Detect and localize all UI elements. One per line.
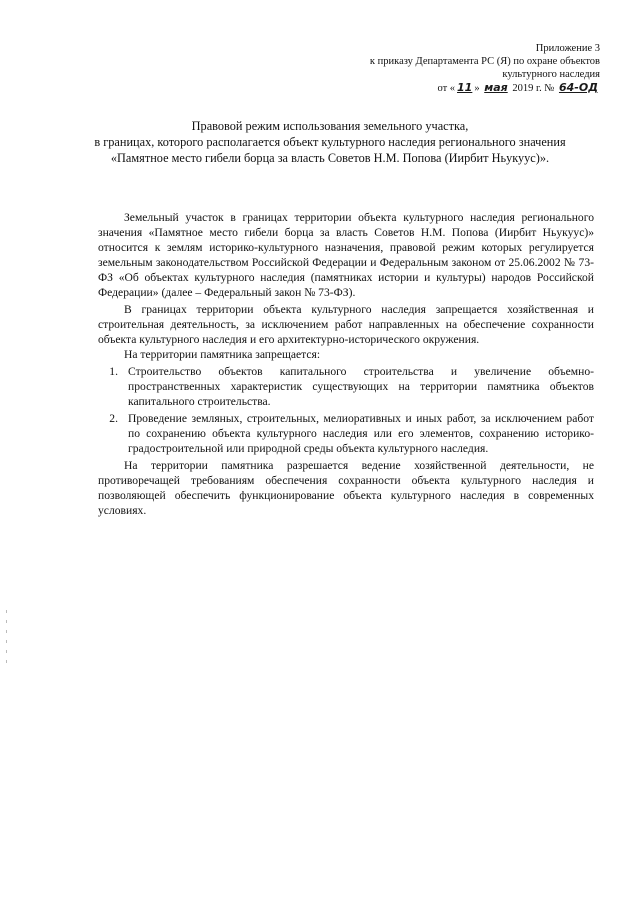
list-item-text: Проведение земляных, строительных, мелиоративных и иных работ, за исключением работ по сохранению объекта культурного наследия или его элементов, сохранению историко-градостроительной или природной среды объекта культурного наследия. — [128, 412, 594, 455]
date-quote-close: » — [474, 83, 480, 94]
appendix-header — [300, 42, 600, 95]
list-item-text: Строительство объектов капитального строительства и увеличение объемно-пространственных характеристик существующих на территории памятника объектов капитального строительства. — [128, 365, 594, 408]
title-line-3: «Памятное место гибели борца за власть Советов Н.М. Попова (Иирбит Ньукуус)». — [110, 151, 550, 165]
appendix-number: Приложение 3 — [535, 43, 600, 54]
list-item — [109, 411, 594, 456]
list-item — [109, 364, 594, 409]
paragraph-restrictions: В границах территории объекта культурного наследия запрещается хозяйственная и строительная деятельность, за исключением работ направленных на обеспечение сохранности объекта культурного наследия и его архитектурно-исторического окружения. — [98, 303, 594, 346]
margin-tick — [6, 610, 7, 613]
paragraph-land-status: Земельный участок в границах территории объекта культурного наследия регионального значения «Памятное место гибели борца за власть Советов Н.М. Попова (Иирбит Ньукуус)» относится к землям историко-культурного назначения, правовой режим которых регулируется земельным законодательством Российской Федерации и Федеральным законом от 25.06.2002 № 73-ФЗ «Об объектах культурного наследия (памятниках истории и культуры) народов Российской Федерации» (далее – Федеральный закон № 73-ФЗ). — [98, 211, 594, 299]
handwritten-day: 11 — [457, 81, 473, 94]
title-line-2: в границах, которого располагается объект культурного наследия регионального значения — [94, 135, 566, 149]
prohibitions-list — [98, 364, 594, 456]
margin-tick — [6, 640, 7, 643]
document-title — [60, 118, 600, 166]
margin-tick — [6, 630, 7, 633]
appendix-order-reference: к приказу Департамента РС (Я) по охране объектов — [369, 56, 600, 67]
title-line-1: Правовой режим использования земельного участка, — [191, 119, 469, 133]
date-prefix: от « — [437, 83, 456, 94]
margin-tick — [6, 650, 7, 653]
margin-tick — [6, 620, 7, 623]
date-year: 2019 г. № — [512, 83, 555, 94]
handwritten-order-number: 64-ОД — [558, 81, 598, 94]
paragraph-permissions: На территории памятника разрешается ведение хозяйственной деятельности, не противоречащей требованиям обеспечения сохранности объекта культурного наследия и позволяющей обеспечить функционирование объекта культурного наследия в современных условиях. — [98, 459, 594, 517]
list-item-number: 1. — [109, 365, 118, 378]
document-body — [98, 210, 594, 518]
margin-marks — [6, 610, 8, 700]
order-date-line — [300, 81, 600, 95]
appendix-order-reference-cont: культурного наследия — [502, 69, 600, 80]
margin-tick — [6, 660, 7, 663]
handwritten-month: мая — [484, 81, 508, 94]
list-item-number: 2. — [109, 412, 118, 425]
prohibitions-intro: На территории памятника запрещается: — [124, 348, 321, 361]
